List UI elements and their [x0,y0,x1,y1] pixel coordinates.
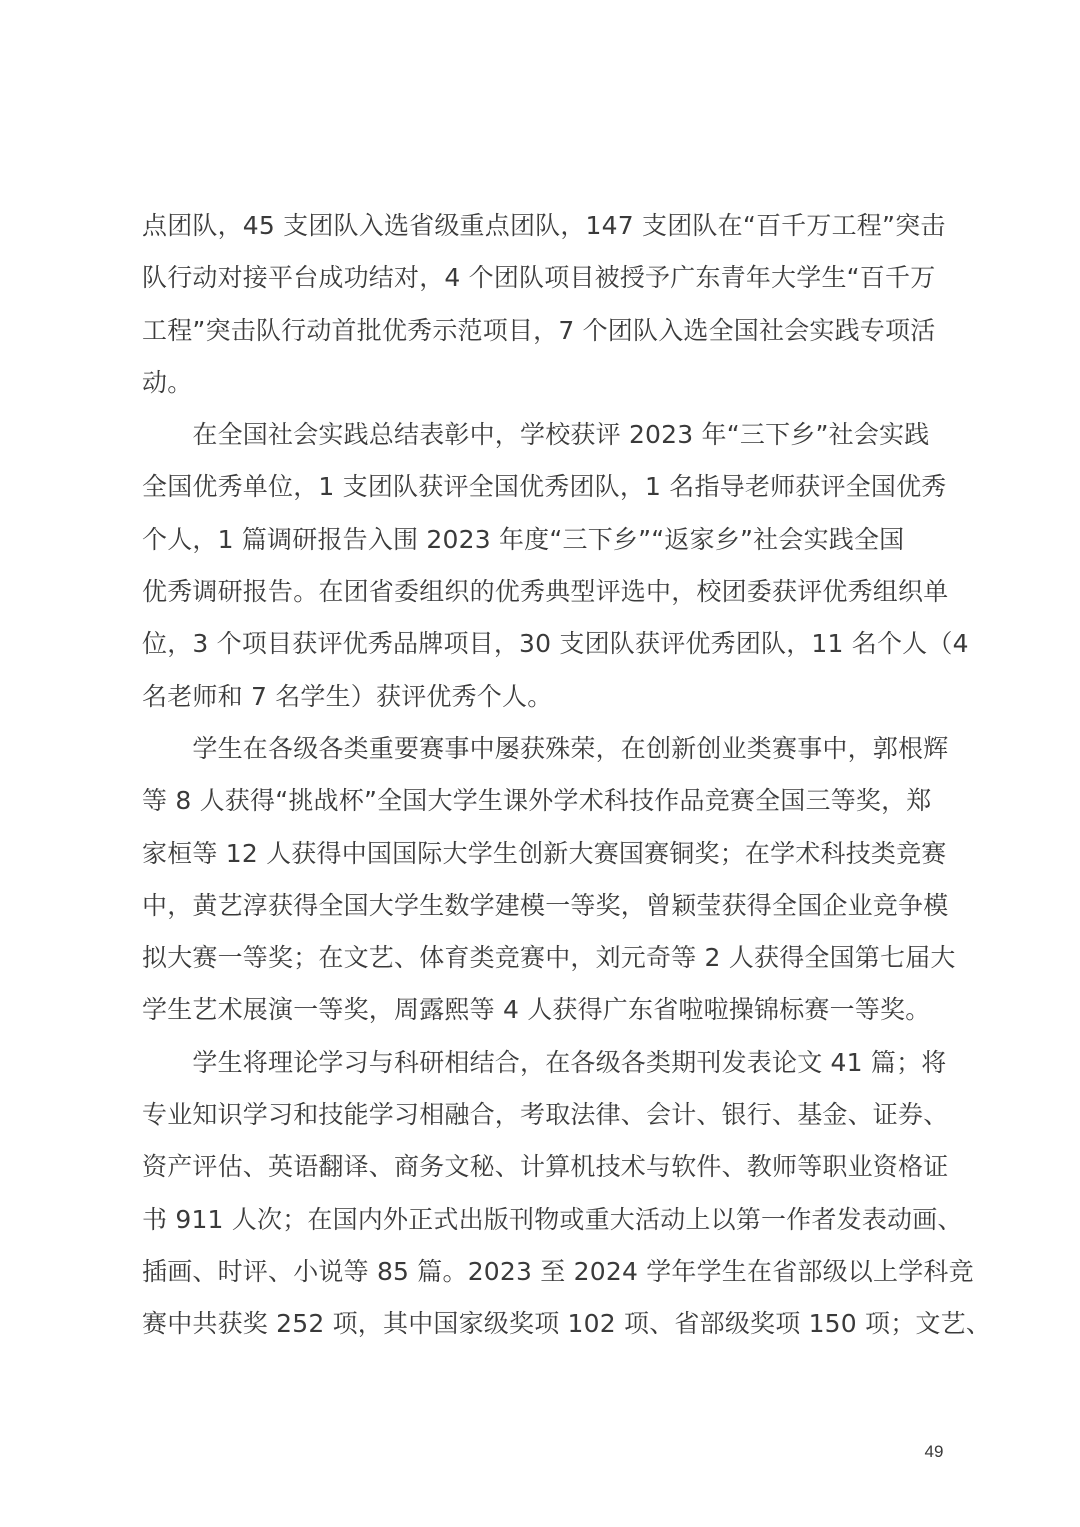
text-line: 队行动对接平台成功结对，4 个团队项目被授予广东青年大学生“百千万 [142,263,936,293]
text-line: 个人，1 篇调研报告入围 2023 年度“三下乡”“返家乡”社会实践全国 [142,524,905,554]
text-line: 插画、时评、小说等 85 篇。2023 至 2024 学年学生在省部级以上学科竞 [142,1256,974,1286]
text-line: 专业知识学习和技能学习相融合，考取法律、会计、银行、基金、证券、 [142,1100,949,1130]
body-text [142,200,992,1351]
text-line: 点团队，45 支团队入选省级重点团队，147 支团队在“百千万工程”突击 [142,211,946,240]
page-number: 49 [924,1442,944,1461]
text-line: 中，黄艺淳获得全国大学生数学建模一等奖，曾颖莹获得全国企业竞争模 [142,890,949,920]
text-line: 书 911 人次；在国内外正式出版刊物或重大活动上以第一作者发表动画、 [142,1204,963,1234]
text-line: 家桓等 12 人获得中国国际大学生创新大赛国赛铜奖；在学术科技类竞赛 [142,838,947,868]
text-line: 赛中共获奖 252 项，其中国家级奖项 102 项、省部级奖项 150 项；文艺、 [142,1309,992,1339]
text-line: 等 8 人获得“挑战杯”全国大学生课外学术科技作品竞赛全国三等奖，郑 [142,786,932,816]
text-line: 名老师和 7 名学生）获评优秀个人。 [142,681,553,711]
text-line: 工程”突击队行动首批优秀示范项目，7 个团队入选全国社会实践专项活 [142,315,936,345]
text-line: 全国优秀单位，1 支团队获评全国优秀团队，1 名指导老师获评全国优秀 [142,472,947,502]
text-line: 学生艺术展演一等奖，周露熙等 4 人获得广东省啦啦操锦标赛一等奖。 [142,995,931,1025]
text-line: 在全国社会实践总结表彰中，学校获评 2023 年“三下乡”社会实践 [142,420,930,450]
text-line: 资产评估、英语翻译、商务文秘、计算机技术与软件、教师等职业资格证 [142,1152,949,1182]
text-line: 位，3 个项目获评优秀品牌项目，30 支团队获评优秀团队，11 名个人（4 [142,629,969,659]
text-line: 动。 [142,367,193,397]
text-line: 学生将理论学习与科研相结合，在各级各类期刊发表论文 41 篇；将 [142,1047,947,1077]
text-line: 拟大赛一等奖；在文艺、体育类竞赛中，刘元奇等 2 人获得全国第七届大 [142,943,956,973]
text-line: 学生在各级各类重要赛事中屡获殊荣，在创新创业类赛事中，郭根辉 [142,733,949,763]
text-line: 优秀调研报告。在团省委组织的优秀典型评选中，校团委获评优秀组织单 [142,577,949,607]
